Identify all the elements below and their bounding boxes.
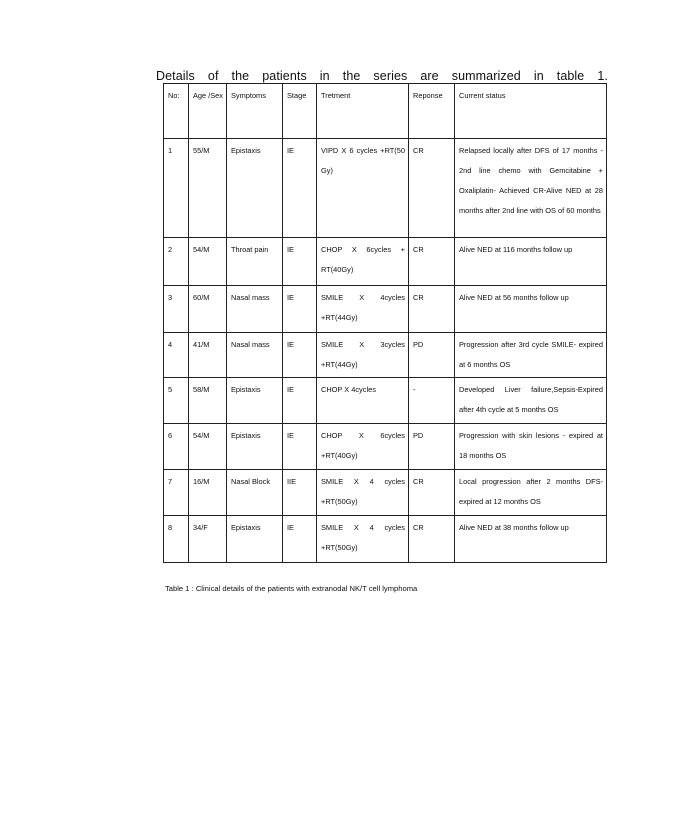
header-no: No: (164, 84, 189, 139)
cell-symptoms: Nasal mass (227, 286, 283, 333)
cell-age-sex: 54/M (189, 424, 227, 470)
cell-stage: IE (283, 238, 317, 286)
cell-stage: IE (283, 286, 317, 333)
cell-no: 8 (164, 516, 189, 563)
cell-treatment: SMILE X 4 cycles +RT(50Gy) (317, 516, 409, 563)
cell-age-sex: 34/F (189, 516, 227, 563)
cell-stage: IE (283, 516, 317, 563)
cell-no: 1 (164, 139, 189, 238)
cell-age-sex: 58/M (189, 378, 227, 424)
table-row (164, 333, 607, 378)
table-row (164, 470, 607, 516)
cell-symptoms: Epistaxis (227, 139, 283, 238)
cell-current-status: Relapsed locally after DFS of 17 months - 2nd line chemo with Gemcitabine + Oxaliplatin- Achieved CR-Alive NED at 28 months after 2nd line with OS of 60 months (455, 139, 607, 238)
cell-symptoms: Nasal Block (227, 470, 283, 516)
cell-current-status: Alive NED at 116 months follow up (455, 238, 607, 286)
cell-current-status: Progression with skin lesions - expired at 18 months OS (455, 424, 607, 470)
cell-treatment: CHOP X 4cycles (317, 378, 409, 424)
cell-age-sex: 55/M (189, 139, 227, 238)
cell-response: PD (409, 424, 455, 470)
cell-stage: IE (283, 378, 317, 424)
table-row (164, 516, 607, 563)
cell-age-sex: 54/M (189, 238, 227, 286)
cell-no: 7 (164, 470, 189, 516)
cell-treatment: SMILE X 4cycles +RT(44Gy) (317, 286, 409, 333)
header-current-status: Current status (455, 84, 607, 139)
table-row (164, 286, 607, 333)
cell-response: CR (409, 470, 455, 516)
cell-response: CR (409, 286, 455, 333)
patient-details-table (163, 83, 607, 563)
cell-stage: IE (283, 424, 317, 470)
cell-current-status: Developed Liver failure,Sepsis-Expired after 4th cycle at 5 months OS (455, 378, 607, 424)
header-stage: Stage (283, 84, 317, 139)
cell-symptoms: Epistaxis (227, 516, 283, 563)
cell-treatment: SMILE X 3cycles +RT(44Gy) (317, 333, 409, 378)
table-row (164, 378, 607, 424)
cell-symptoms: Throat pain (227, 238, 283, 286)
cell-symptoms: Nasal mass (227, 333, 283, 378)
cell-age-sex: 41/M (189, 333, 227, 378)
cell-treatment: SMILE X 4 cycles +RT(50Gy) (317, 470, 409, 516)
cell-stage: IE (283, 139, 317, 238)
cell-response: CR (409, 238, 455, 286)
cell-no: 5 (164, 378, 189, 424)
cell-stage: IIE (283, 470, 317, 516)
cell-treatment: CHOP X 6cycles + RT(40Gy) (317, 238, 409, 286)
table-caption: Table 1 : Clinical details of the patients with extranodal NK/T cell lymphoma (165, 584, 418, 593)
cell-no: 2 (164, 238, 189, 286)
cell-current-status: Local progression after 2 months DFS- expired at 12 months OS (455, 470, 607, 516)
cell-no: 3 (164, 286, 189, 333)
cell-symptoms: Epistaxis (227, 378, 283, 424)
header-symptoms: Symptoms (227, 84, 283, 139)
table-header-row (164, 84, 607, 139)
cell-treatment: VIPD X 6 cycles +RT(50 Gy) (317, 139, 409, 238)
header-age-sex: Age /Sex (189, 84, 227, 139)
cell-response: - (409, 378, 455, 424)
header-response: Reponse (409, 84, 455, 139)
cell-response: CR (409, 139, 455, 238)
cell-response: CR (409, 516, 455, 563)
cell-current-status: Alive NED at 38 months follow up (455, 516, 607, 563)
table-row (164, 139, 607, 238)
table-row (164, 238, 607, 286)
cell-current-status: Alive NED at 56 months follow up (455, 286, 607, 333)
intro-sentence: Details of the patients in the series are summarized in table 1. (156, 69, 608, 83)
cell-current-status: Progression after 3rd cycle SMILE- expired at 6 months OS (455, 333, 607, 378)
cell-response: PD (409, 333, 455, 378)
cell-no: 6 (164, 424, 189, 470)
cell-no: 4 (164, 333, 189, 378)
cell-treatment: CHOP X 6cycles +RT(40Gy) (317, 424, 409, 470)
header-treatment: Tretment (317, 84, 409, 139)
cell-stage: IE (283, 333, 317, 378)
table-row (164, 424, 607, 470)
cell-age-sex: 16/M (189, 470, 227, 516)
cell-age-sex: 60/M (189, 286, 227, 333)
cell-symptoms: Epistaxis (227, 424, 283, 470)
